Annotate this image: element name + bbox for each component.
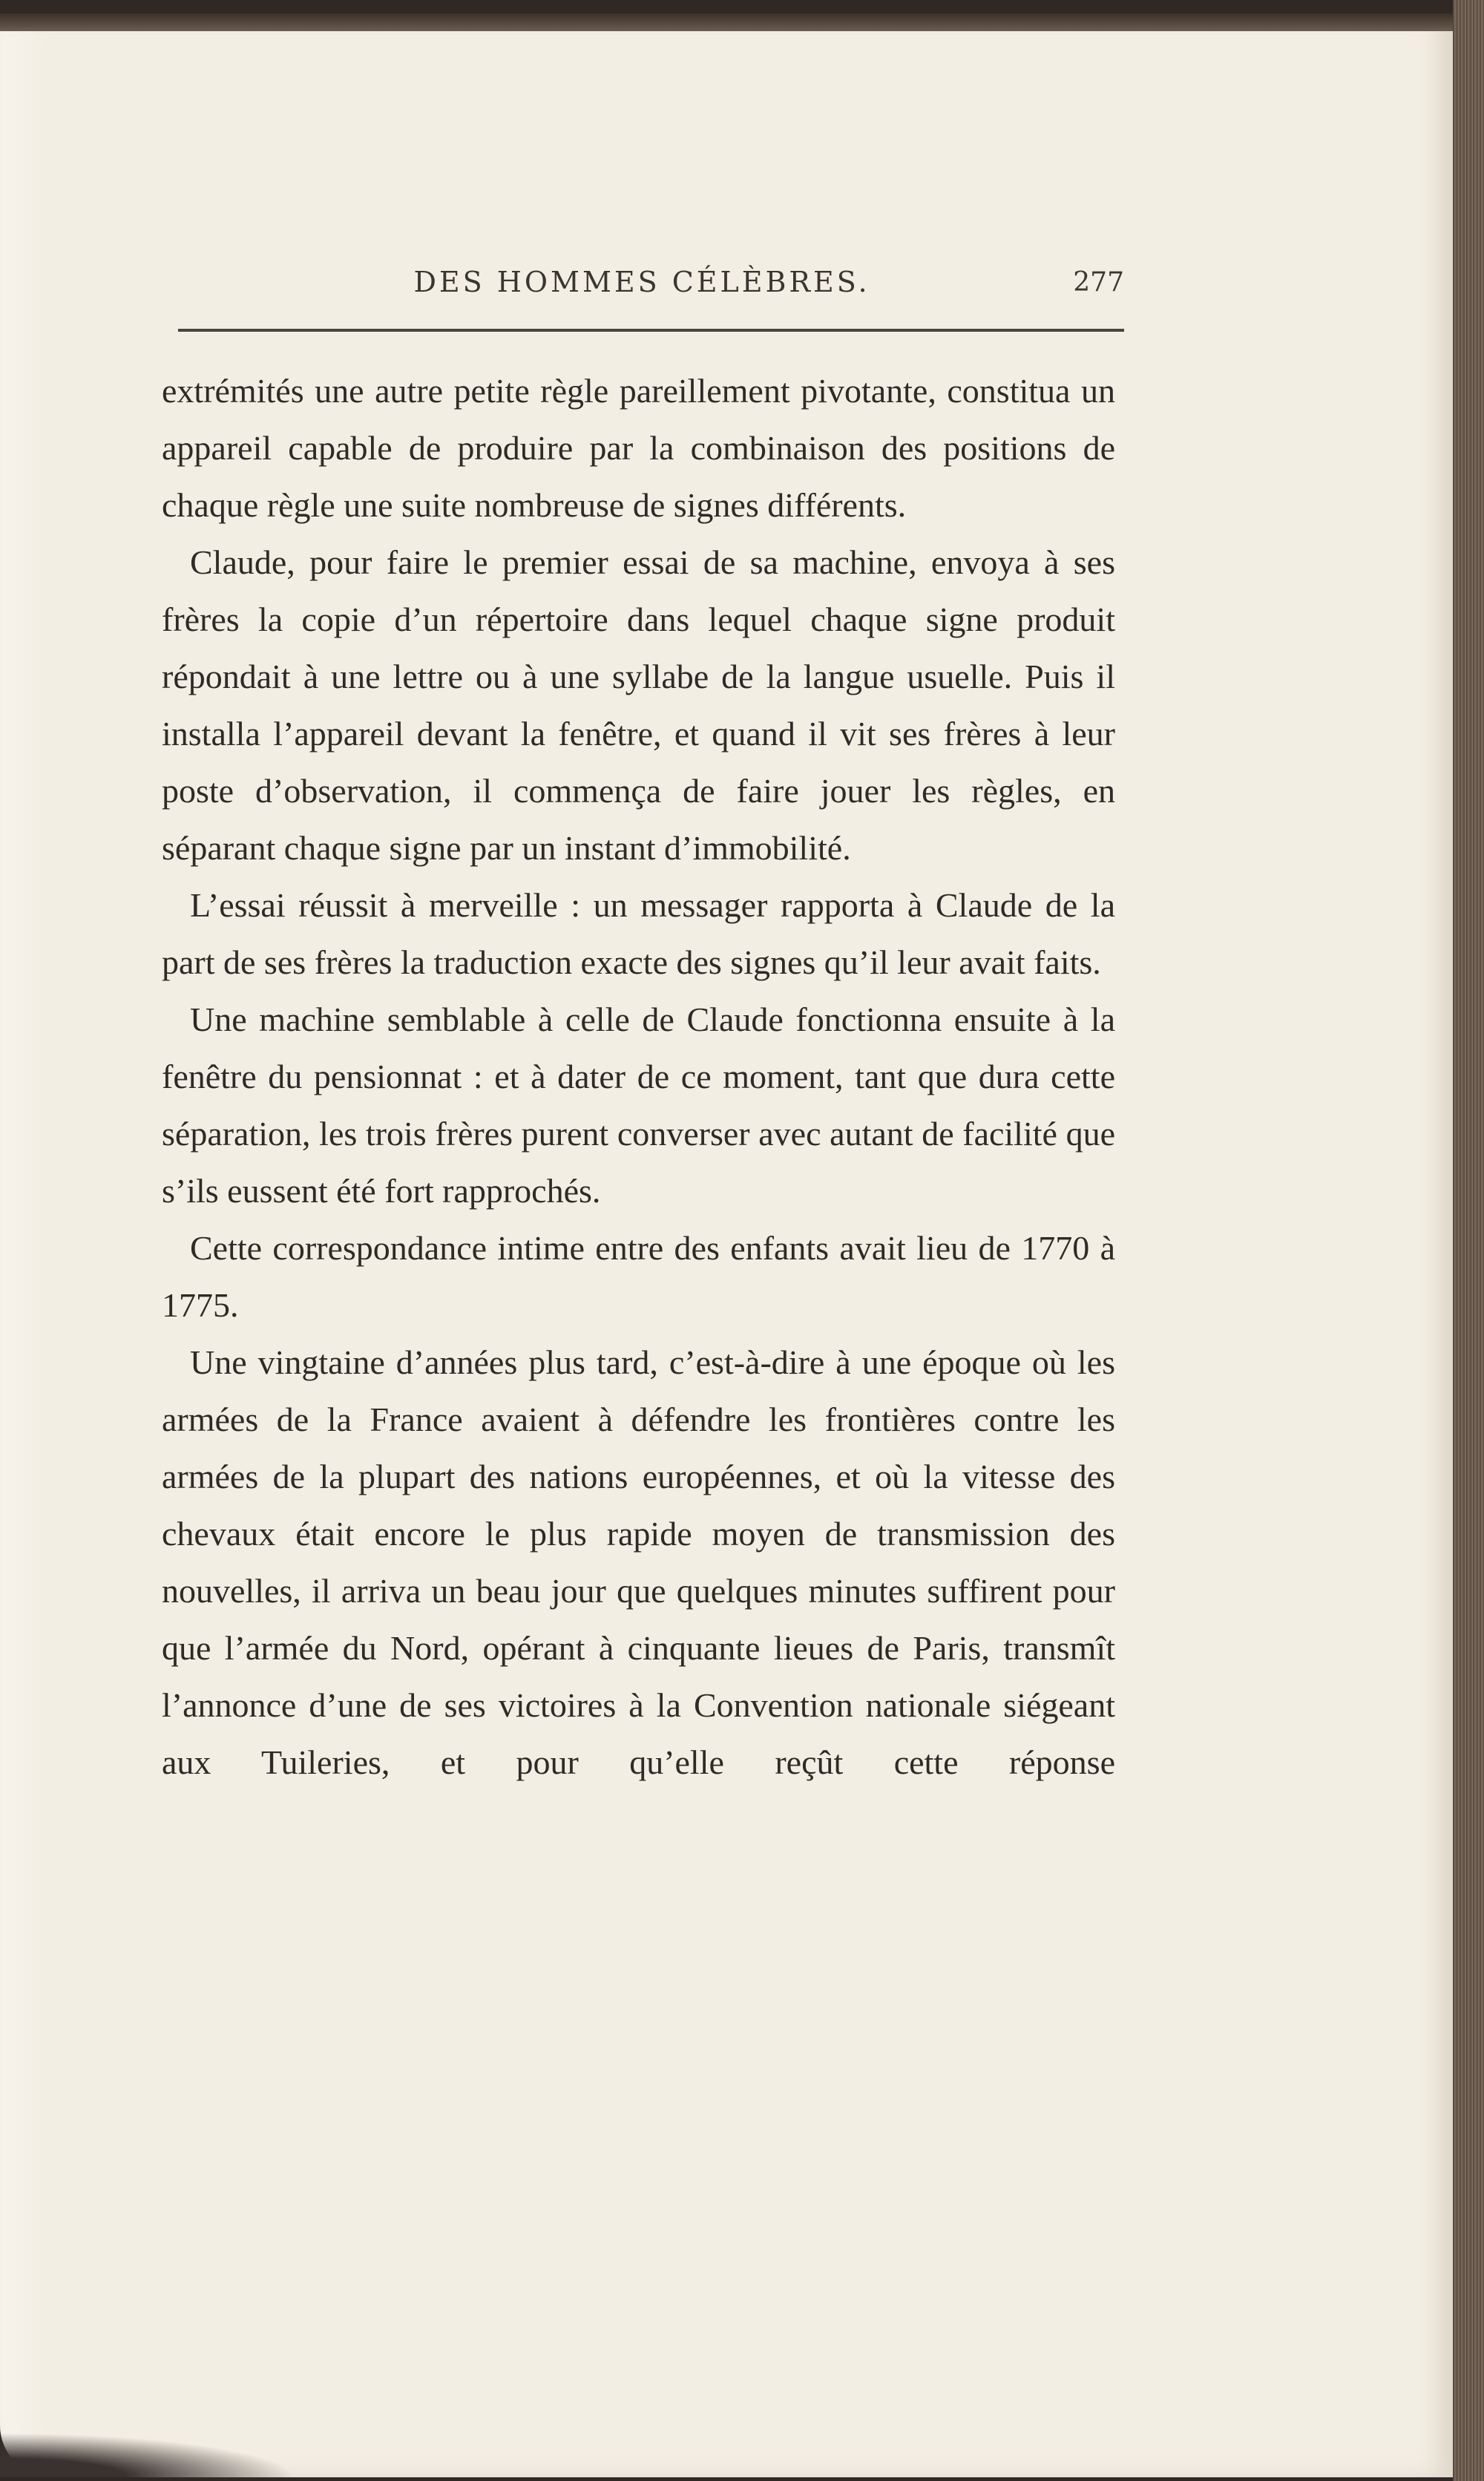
paragraph: extrémités une autre petite règle pareillement pivotante, constitua un appareil capable de produire par la combinaison des positions de chaque règle une suite nombreuse de signes différents.: [162, 372, 1115, 524]
page-top-edge: [0, 13, 1453, 31]
book-page: [0, 13, 1453, 2477]
paragraph: L’essai réussit à merveille : un messager rapporta à Claude de la part de ses frères la traduction exacte des signes qu’il leur avait faits.: [162, 886, 1115, 981]
page-number: 277: [1073, 267, 1124, 298]
paragraph: Claude, pour faire le premier essai de sa machine, envoya à ses frères la copie d’un répertoire dans lequel chaque signe produit répondait à une lettre ou à une syllabe de la langue usuelle. Puis il installa l’appareil devant la fenêtre, et quand il vit ses frères à leur poste d’observation, il commença de faire jouer les règles, en séparant chaque signe par un instant d’immobilité.: [162, 543, 1115, 867]
header-rule: [178, 329, 1124, 332]
page-header: [160, 266, 1124, 310]
page-stack-edge: [1453, 0, 1484, 2481]
body-text: [162, 362, 1115, 1791]
running-title: DES HOMMES CÉLÈBRES.: [413, 266, 870, 298]
paragraph: Une vingtaine d’années plus tard, c’est-à-dire à une époque où les armées de la France avaient à défendre les frontières contre les armées de la plupart des nations européennes, et où la vitesse des chevaux était encore le plus rapide moyen de transmission des nouvelles, il arriva un beau jour que quelques minutes suffirent pour que l’armée du Nord, opérant à cinquante lieues de Paris, transmît l’annonce d’une de ses victoires à la Convention nationale siégeant aux Tuileries, et pour qu’elle reçût cette réponse: [162, 1343, 1115, 1781]
page-bottom-corner: [0, 2433, 297, 2477]
paragraph: Cette correspondance intime entre des enfants avait lieu de 1770 à 1775.: [162, 1229, 1115, 1324]
paragraph: Une machine semblable à celle de Claude fonctionna ensuite à la fenêtre du pensionnat : et à dater de ce moment, tant que dura cette séparation, les trois frères purent converser avec autant de facilité que s’ils eussent été fort rapprochés.: [162, 1000, 1115, 1210]
